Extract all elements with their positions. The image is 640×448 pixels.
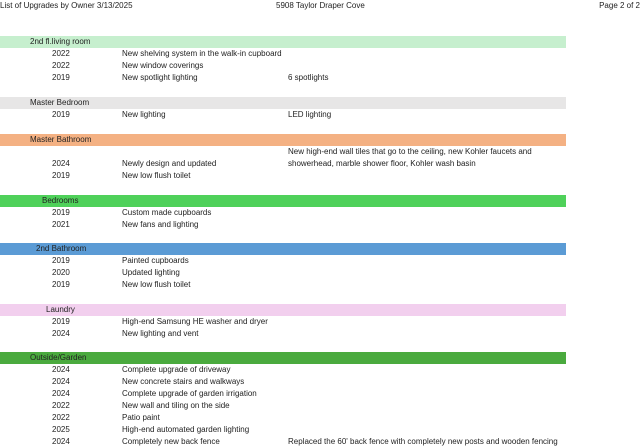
upgrade-description: Complete upgrade of driveway xyxy=(122,365,231,374)
section-header xyxy=(0,134,566,146)
section-title: 2nd Bathroom xyxy=(36,244,87,253)
upgrade-year: 2024 xyxy=(52,365,70,374)
upgrade-year: 2019 xyxy=(52,256,70,265)
upgrade-description: Custom made cupboards xyxy=(122,208,212,217)
upgrade-year: 2019 xyxy=(52,73,70,82)
upgrade-description: High-end Samsung HE washer and dryer xyxy=(122,317,268,326)
upgrade-year: 2024 xyxy=(52,159,70,168)
upgrade-year: 2022 xyxy=(52,401,70,410)
page-number: Page 2 of 2 xyxy=(599,1,640,10)
upgrade-description: New low flush toilet xyxy=(122,171,191,180)
upgrade-row xyxy=(0,170,640,182)
upgrade-row xyxy=(0,412,640,424)
upgrade-description: Patio paint xyxy=(122,413,160,422)
upgrade-year: 2019 xyxy=(52,208,70,217)
upgrade-description: High-end automated garden lighting xyxy=(122,425,250,434)
page-header xyxy=(0,0,640,12)
upgrade-year: 2024 xyxy=(52,377,70,386)
section-header xyxy=(0,243,566,255)
upgrade-description: New shelving system in the walk-in cupboard xyxy=(122,49,282,58)
upgrade-description: New concrete stairs and walkways xyxy=(122,377,245,386)
upgrade-description: New window coverings xyxy=(122,61,204,70)
upgrade-row xyxy=(0,109,640,121)
upgrade-year: 2025 xyxy=(52,425,70,434)
upgrade-note: New high-end wall tiles that go to the ceiling, new Kohler faucets and xyxy=(288,147,532,156)
upgrade-row xyxy=(0,207,640,219)
upgrade-year: 2021 xyxy=(52,220,70,229)
upgrade-year: 2022 xyxy=(52,49,70,58)
upgrade-year: 2019 xyxy=(52,171,70,180)
upgrade-row xyxy=(0,72,640,84)
property-address: 5908 Taylor Draper Cove xyxy=(276,1,365,10)
upgrade-description: Newly design and updated xyxy=(122,159,217,168)
upgrade-row xyxy=(0,388,640,400)
upgrade-description: New low flush toilet xyxy=(122,280,191,289)
upgrade-description: Complete upgrade of garden irrigation xyxy=(122,389,257,398)
upgrade-description: Painted cupboards xyxy=(122,256,189,265)
upgrade-row xyxy=(0,424,640,436)
upgrade-note: showerhead, marble shower floor, Kohler wash basin xyxy=(288,159,476,168)
document-title: List of Upgrades by Owner 3/13/2025 xyxy=(0,1,133,10)
upgrade-year: 2022 xyxy=(52,61,70,70)
upgrade-year: 2024 xyxy=(52,389,70,398)
upgrade-year: 2020 xyxy=(52,268,70,277)
upgrade-year: 2019 xyxy=(52,110,70,119)
section-title: Master Bathroom xyxy=(30,135,92,144)
section-title: Master Bedroom xyxy=(30,98,90,107)
upgrade-year: 2024 xyxy=(52,437,70,446)
upgrade-row xyxy=(0,48,640,60)
upgrade-note: LED lighting xyxy=(288,110,332,119)
section-title: 2nd fl.living room xyxy=(30,37,91,46)
upgrade-row xyxy=(0,376,640,388)
upgrade-row xyxy=(0,255,640,267)
upgrade-row xyxy=(0,158,640,170)
section-header xyxy=(0,36,566,48)
upgrade-year: 2019 xyxy=(52,317,70,326)
section-header xyxy=(0,97,566,109)
upgrade-description: New wall and tiling on the side xyxy=(122,401,230,410)
section-title: Laundry xyxy=(46,305,75,314)
upgrade-row xyxy=(0,267,640,279)
upgrade-note: 6 spotlights xyxy=(288,73,329,82)
upgrade-row xyxy=(0,436,640,448)
upgrade-row xyxy=(0,279,640,291)
upgrade-year: 2019 xyxy=(52,280,70,289)
upgrade-description: New lighting xyxy=(122,110,166,119)
upgrade-description: New spotlight lighting xyxy=(122,73,198,82)
upgrade-year: 2022 xyxy=(52,413,70,422)
upgrade-row xyxy=(0,146,640,158)
upgrade-description: Completely new back fence xyxy=(122,437,220,446)
upgrade-year: 2024 xyxy=(52,329,70,338)
section-header xyxy=(0,195,566,207)
upgrade-description: New fans and lighting xyxy=(122,220,199,229)
upgrade-row xyxy=(0,364,640,376)
upgrade-row xyxy=(0,328,640,340)
upgrade-row xyxy=(0,400,640,412)
section-title: Bedrooms xyxy=(42,196,79,205)
section-header xyxy=(0,352,566,364)
section-title: Outside/Garden xyxy=(30,353,87,362)
upgrade-row xyxy=(0,316,640,328)
upgrade-description: New lighting and vent xyxy=(122,329,199,338)
upgrade-note: Replaced the 60' back fence with completely new posts and wooden fencing xyxy=(288,437,558,446)
upgrade-row xyxy=(0,219,640,231)
upgrade-description: Updated lighting xyxy=(122,268,180,277)
upgrade-row xyxy=(0,60,640,72)
section-header xyxy=(0,304,566,316)
